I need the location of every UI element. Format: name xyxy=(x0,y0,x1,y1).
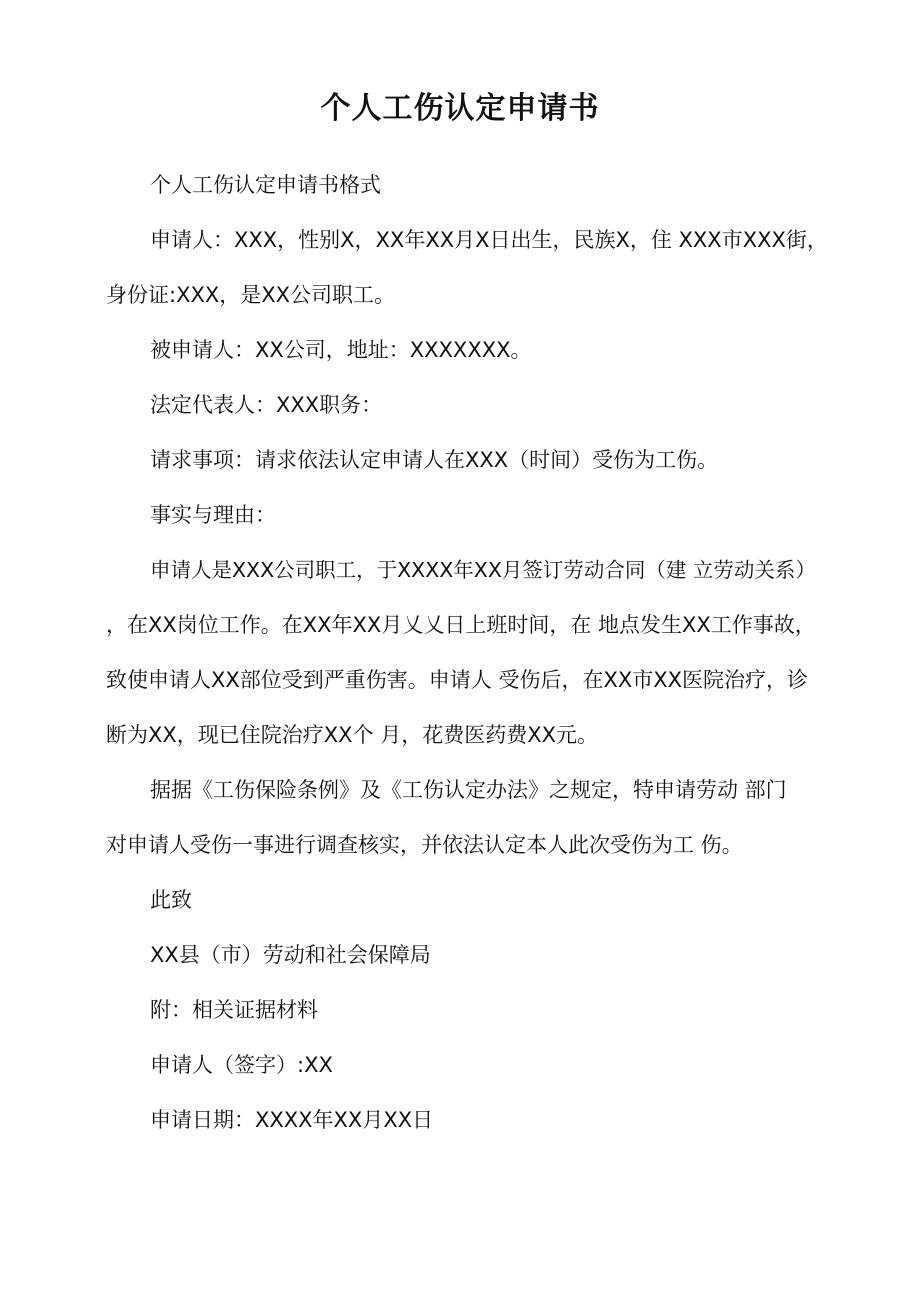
date-line: 申请日期：XXXX年XX月XX日 xyxy=(150,1108,434,1132)
document-title: 个人工伤认定申请书 xyxy=(320,91,600,126)
attachment-line: 附：相关证据材料 xyxy=(150,998,318,1022)
facts-line-1: 申请人是XXX公司职工，于XXXX年XX月签订劳动合同（建 立劳动关系） xyxy=(150,558,816,582)
request-line: 请求事项：请求依法认定申请人在XXX（时间）受伤为工伤。 xyxy=(150,448,719,472)
legal-rep-line: 法定代表人：XXX职务： xyxy=(150,393,383,417)
recipient-bureau: XX县（市）劳动和社会保障局 xyxy=(150,943,431,967)
facts-line-3: 致使申请人XX部位受到严重伤害。申请人 受伤后，在XX市XX医院治疗，诊 xyxy=(106,668,808,692)
salutation: 此致 xyxy=(150,888,192,912)
respondent-line: 被申请人：XX公司，地址：XXXXXXX。 xyxy=(150,338,532,362)
facts-heading: 事实与理由： xyxy=(150,503,276,527)
format-heading: 个人工伤认定申请书格式 xyxy=(150,173,381,197)
signature-line: 申请人（签字）:XX xyxy=(150,1053,333,1077)
applicant-id-line: 身份证:XXX，是XX公司职工。 xyxy=(106,283,396,307)
facts-line-2: ，在XX岗位工作。在XX年XX月乂乂日上班时间，在 地点发生XX工作事故， xyxy=(106,613,816,637)
basis-line-2: 对申请人受伤一事进行调查核实，并依法认定本人此次受伤为工 伤。 xyxy=(106,833,743,857)
facts-line-4: 断为XX，现已住院治疗XX个 月，花费医药费XX元。 xyxy=(106,723,598,747)
basis-line-1: 据据《工伤保险条例》及《工伤认定办法》之规定，特申请劳动 部门 xyxy=(150,778,787,802)
applicant-line: 申请人：XXX，性别X，XX年XX月X日出生，民族X，住 XXX市XXX街， xyxy=(150,228,828,252)
